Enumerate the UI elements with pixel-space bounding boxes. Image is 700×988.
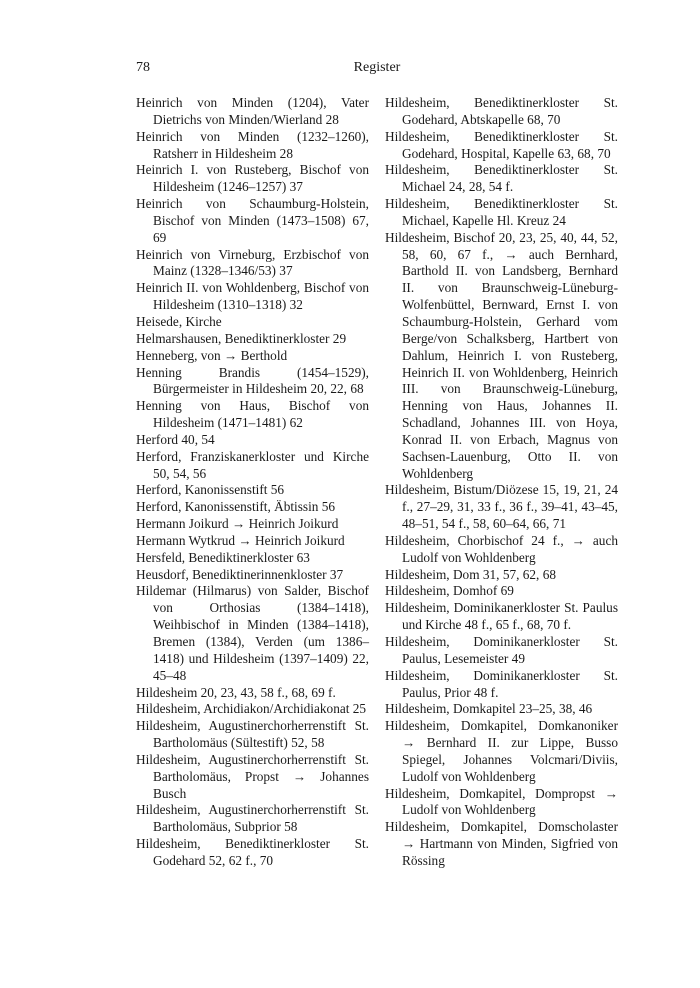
index-entry: Hildesheim, Benediktinerkloster St. Michael, Kapelle Hl. Kreuz 24 <box>385 196 618 228</box>
index-entry: Hildesheim, Archidiakon/Archidiakonat 25 <box>136 701 367 717</box>
index-entry: Herford 40, 54 <box>136 431 215 447</box>
index-entry: Helmarshausen, Benediktinerkloster 29 <box>136 330 347 346</box>
index-entry: Herford, Franziskanerkloster und Kirche 50, 54, 56 <box>136 448 369 481</box>
index-entry: Heinrich II. von Wohldenberg, Bischof von Hildesheim (1310–1318) 32 <box>136 280 369 313</box>
index-entry: Hildesheim, Domhof 69 <box>385 583 514 599</box>
index-entry: Henning von Haus, Bischof von Hildesheim (1471–1481) 62 <box>136 398 369 431</box>
index-entry: Hildesheim, Benediktinerkloster St. Godehard, Abtskapelle 68, 70 <box>385 95 618 127</box>
index-column-right <box>385 95 618 870</box>
page-header <box>136 60 618 80</box>
index-entry: Henneberg, von → Berthold <box>136 347 288 363</box>
index-entry: Hersfeld, Benediktinerkloster 63 <box>136 549 310 565</box>
index-entry: Hildesheim, Bistum/Diözese 15, 19, 21, 24 f., 27–29, 31, 33 f., 36 f., 39–41, 43–45, 48–51, 54 f., 58, 60–64, 66, 71 <box>385 482 618 532</box>
index-entry: Hildesheim, Chorbischof 24 f., → auch Ludolf von Wohldenberg <box>385 532 618 565</box>
index-entry: Hildesheim, Domkapitel, Domkanoniker → Bernhard II. zur Lippe, Busso Spiegel, Johannes Volcmari/Diviis, Ludolf von Wohldenberg <box>385 718 618 784</box>
index-entry: Hildesheim, Dom 31, 57, 62, 68 <box>385 566 557 582</box>
index-entry: Hildesheim, Dominikanerkloster St. Paulus und Kirche 48 f., 65 f., 68, 70 f. <box>385 600 618 633</box>
index-entry: Hildesheim, Domkapitel, Dompropst → Ludolf von Wohldenberg <box>385 785 618 818</box>
index-column-left <box>136 95 369 870</box>
index-entry: Hildesheim, Augustinerchorherrenstift St. Bartholomäus, Propst → Johannes Busch <box>136 751 369 801</box>
index-entry: Heinrich von Virneburg, Erzbischof von Mainz (1328–1346/53) 37 <box>136 246 369 279</box>
index-entry: Hildesheim, Benediktinerkloster St. Godehard, Hospital, Kapelle 63, 68, 70 <box>385 128 618 161</box>
index-entry: Hildesheim, Bischof 20, 23, 25, 40, 44, 52, 58, 60, 67 f., → auch Bernhard, Barthold II. von Landsberg, Bernhard II. von Braunschweig-Lüneburg-Wolfenbüttel, Bernward, Ernst I. von Schaumburg-Holstein, Gerhard vom Berge/von Schalksberg, Hartbert von Dahlum, Heinrich I. von Rusteberg, Heinrich II. von Wohldenberg, Heinrich III. von Braunschweig-Lüneburg, Henning von Haus, Johannes II. Schadland, Johannes III. von Hoya, Konrad II. von Erbach, Magnus von Sachsen-Lauenburg, Otto II. von Wohldenberg <box>385 229 618 481</box>
index-entry: Heinrich von Schaumburg-Holstein, Bischof von Minden (1473–1508) 67, 69 <box>136 196 369 245</box>
index-entry: Heusdorf, Benediktinerinnenkloster 37 <box>136 566 344 582</box>
index-entry: Hildesheim, Augustinerchorherrenstift St. Bartholomäus (Sültestift) 52, 58 <box>136 718 369 751</box>
index-entry: Herford, Kanonissenstift, Äbtissin 56 <box>136 499 336 515</box>
index-entry: Hildesheim, Benediktinerkloster St. Godehard 52, 62 f., 70 <box>136 836 369 868</box>
index-entry: Hildesheim 20, 23, 43, 58 f., 68, 69 f. <box>136 684 336 700</box>
index-entry: Hermann Joikurd → Heinrich Joikurd <box>136 516 339 532</box>
index-entry: Hildesheim, Augustinerchorherrenstift St. Bartholomäus, Subprior 58 <box>136 802 369 835</box>
index-entry: Heinrich von Minden (1204), Vater Dietrichs von Minden/Wierland 28 <box>136 95 369 127</box>
index-entry: Hildesheim, Dominikanerkloster St. Paulus, Prior 48 f. <box>385 667 618 700</box>
index-entry: Hermann Wytkrud → Heinrich Joikurd <box>136 532 345 548</box>
index-entry: Henning Brandis (1454–1529), Bürgermeister in Hildesheim 20, 22, 68 <box>136 364 369 397</box>
running-title: Register <box>353 60 401 75</box>
index-entry: Hildemar (Hilmarus) von Salder, Bischof von Orthosias (1384–1418), Weihbischof in Minden (1384–1418), Bremen (1384), Verden (um 1386–1418) und Hildesheim (1397–1409) 22, 45–48 <box>136 583 369 683</box>
index-entry: Hildesheim, Domkapitel 23–25, 38, 46 <box>385 701 593 717</box>
index-entry: Hildesheim, Benediktinerkloster St. Michael 24, 28, 54 f. <box>385 162 618 195</box>
index-entry: Hildesheim, Domkapitel, Domscholaster → Hartmann von Minden, Sigfried von Rössing <box>385 819 618 868</box>
index-entry: Herford, Kanonissenstift 56 <box>136 482 285 498</box>
index-entry: Heisede, Kirche <box>136 313 222 329</box>
page-number: 78 <box>136 60 150 75</box>
index-entry: Heinrich I. von Rusteberg, Bischof von Hildesheim (1246–1257) 37 <box>136 162 369 195</box>
index-entry: Heinrich von Minden (1232–1260), Ratsherr in Hildesheim 28 <box>136 128 369 161</box>
index-entry: Hildesheim, Dominikanerkloster St. Paulus, Lesemeister 49 <box>385 634 618 666</box>
